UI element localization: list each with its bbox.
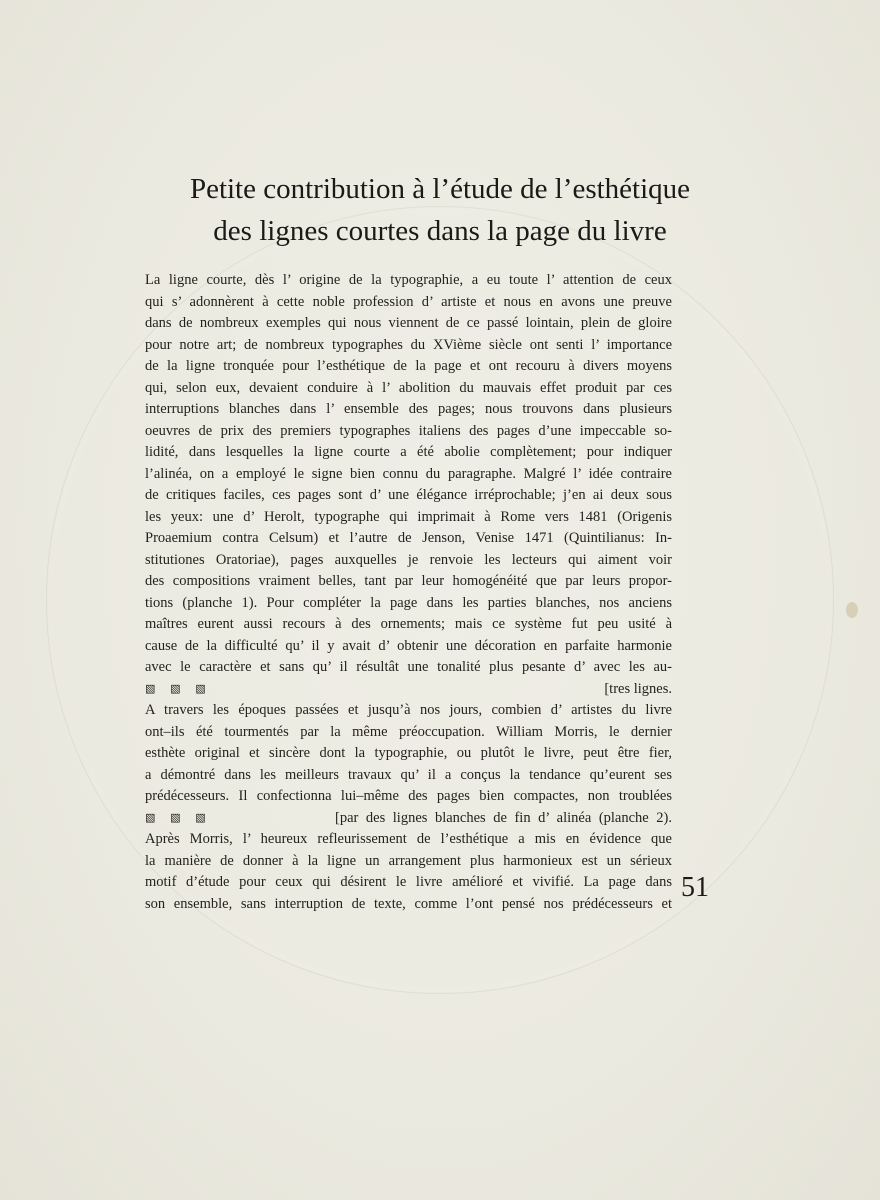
text-line: maîtres eurent aussi recours à des ornements; mais ce système fut peu usité à [145,616,672,632]
paper-stain [846,602,858,618]
ornament-line-text: [par des lignes blanches de fin d’ alinéa (planche 2). [335,809,672,826]
text-line: Proaemium contra Celsum) et l’autre de Jenson, Venise 1471 (Quintilianus: In- [145,530,672,546]
text-line: son ensemble, sans interruption de texte, comme l’ont pensé nos prédécesseurs et [145,895,672,912]
text-line: qui s’ adonnèrent à cette noble profession d’ artiste et nous en avons une preuve [145,293,672,310]
text-line: qui, selon eux, devaient conduire à l’ abolition du mauvais effet produit par ces [145,379,672,396]
text-line: avec le caractère et sans qu’ il résultât une tonalité plus pesante d’ avec les au- [145,659,672,675]
text-line: esthète original et sincère dont la typographie, ou plutôt le livre, peut être fier, [145,745,672,761]
ornament-marks: ▧ ▧ ▧ [145,682,212,695]
ornament-line [145,679,672,701]
body-text [145,270,672,915]
text-line: des compositions vraiment belles, tant par leur homogénéité que par leurs propor- [145,573,672,589]
text-line: motif d’étude pour ceux qui désirent le livre amélioré et vivifié. La page dans [145,874,672,890]
text-line: l’alinéa, on a employé le signe bien connu du paragraphe. Malgré l’ idée contraire [145,465,672,482]
text-line: de la ligne tronquée pour l’esthétique de la page et ont recouru à divers moyens [145,358,672,374]
text-line: oeuvres de prix des premiers typographes italiens des pages d’une impeccable so- [145,422,672,439]
text-line: de critiques faciles, ces pages sont d’ une élégance irréprochable; j’en ai deux sous [145,487,672,503]
title-line-2: des lignes courtes dans la page du livre [213,215,667,247]
text-line: cause de la difficulté qu’ il y avait d’ obtenir une décoration en parfaite harmonie [145,637,672,654]
text-line: lidité, dans lesquelles la ligne courte a été abolie complètement; pour indiquer [145,444,672,460]
text-line: les yeux: une d’ Herolt, typographe qui imprimait à Rome vers 1481 (Origenis [145,508,672,525]
text-line: stitutiones Oratoriae), pages auxquelles je renvoie les lecteurs qui aiment voir [145,551,672,568]
text-line: pour notre art; de nombreux typographes du XVième siècle ont senti l’ importance [145,336,672,353]
text-line: ont–ils été tourmentés par la même préoccupation. William Morris, le dernier [145,723,672,740]
text-line: A travers les époques passées et jusqu’à nos jours, combien d’ artistes du livre [145,702,672,718]
text-line: La ligne courte, dès l’ origine de la typographie, a eu toute l’ attention de ceux [145,272,672,288]
article-title [120,168,760,252]
text-line: a démontré dans les meilleurs travaux qu’ il a conçus la tendance qu’eurent ses [145,766,672,783]
text-line: dans de nombreux exemples qui nous viennent de ce passé lointain, plein de gloire [145,315,672,331]
text-line: tions (planche 1). Pour compléter la page dans les parties blanches, nos anciens [145,594,672,611]
text-line: Après Morris, l’ heureux refleurissement de l’esthétique a mis en évidence que [145,831,672,847]
ornament-line-text: [tres lignes. [604,680,672,697]
ornament-line [145,808,672,830]
text-line: interruptions blanches dans l’ ensemble des pages; nous trouvons dans plusieurs [145,401,672,417]
page-number: 51 [681,872,709,903]
text-line: prédécesseurs. Il confectionna lui–même des pages bien compactes, non troublées [145,788,672,804]
title-line-1: Petite contribution à l’étude de l’esthétique [189,173,691,205]
text-line: la manière de donner à la ligne un arrangement plus harmonieux est un sérieux [145,852,672,869]
ornament-marks: ▧ ▧ ▧ [145,811,212,824]
